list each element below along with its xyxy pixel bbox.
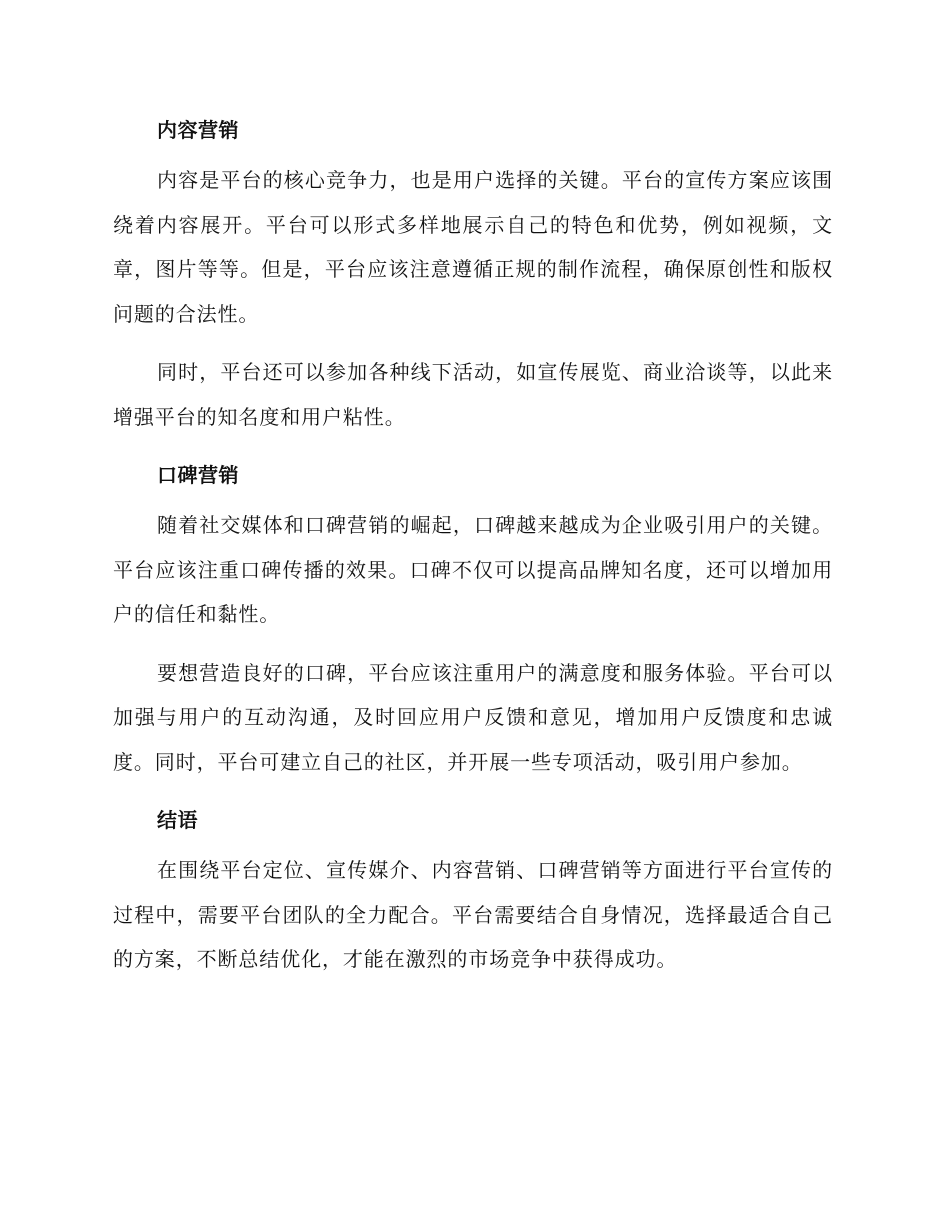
paragraph: 随着社交媒体和口碑营销的崛起，口碑越来越成为企业吸引用户的关键。平台应该注重口碑传播的效果。口碑不仅可以提高品牌知名度，还可以增加用户的信任和黏性。 (113, 513, 833, 626)
section-content-marketing (113, 108, 833, 439)
document-page (113, 108, 833, 996)
paragraph: 要想营造良好的口碑，平台应该注重用户的满意度和服务体验。平台可以加强与用户的互动沟通，及时回应用户反馈和意见，增加用户反馈度和忠诚度。同时，平台可建立自己的社区，并开展一些专项活动，吸引用户参加。 (113, 660, 833, 774)
section-conclusion (113, 798, 833, 982)
paragraph: 内容是平台的核心竞争力，也是用户选择的关键。平台的宣传方案应该围绕着内容展开。平台可以形式多样地展示自己的特色和优势，例如视频，文章，图片等等。但是，平台应该注意遵循正规的制作流程，确保原创性和版权问题的合法性。 (113, 168, 833, 326)
paragraph: 在围绕平台定位、宣传媒介、内容营销、口碑营销等方面进行平台宣传的过程中，需要平台团队的全力配合。平台需要结合自身情况，选择最适合自己的方案，不断总结优化，才能在激烈的市场竞争中获得成功。 (113, 858, 833, 971)
paragraph: 同时，平台还可以参加各种线下活动，如宣传展览、商业洽谈等，以此来增强平台的知名度和用户粘性。 (113, 360, 833, 429)
section-heading: 口碑营销 (157, 463, 239, 487)
section-word-of-mouth (113, 453, 833, 784)
section-heading: 结语 (157, 808, 198, 832)
section-heading: 内容营销 (157, 118, 239, 142)
